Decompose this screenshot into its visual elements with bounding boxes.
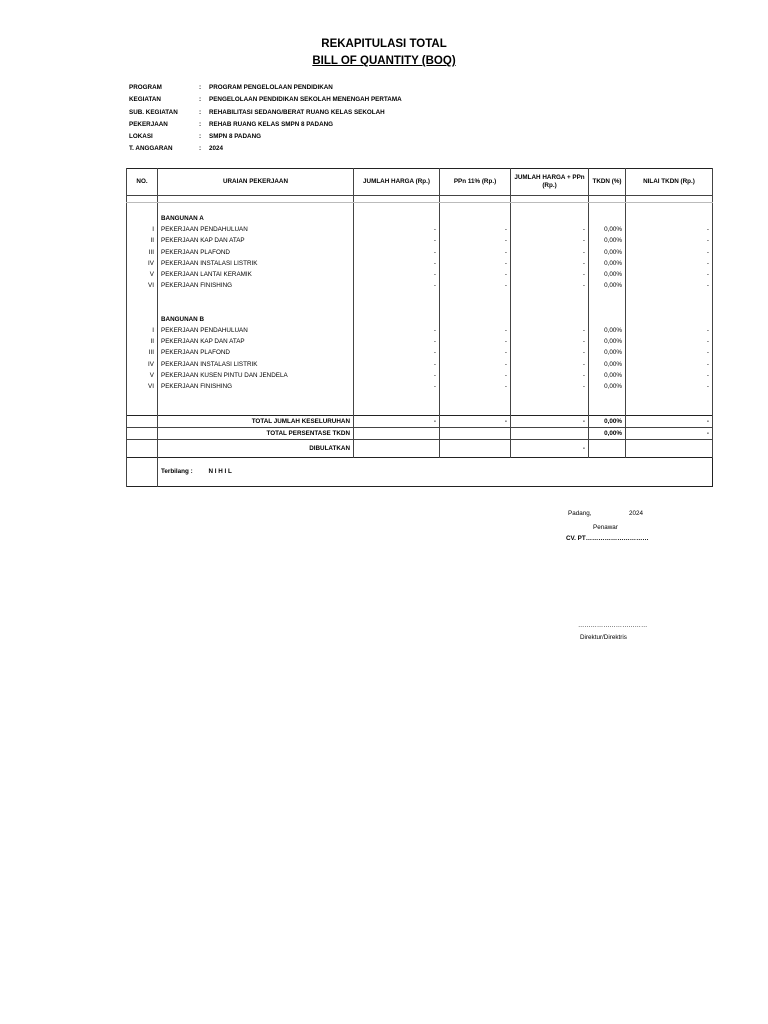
spacer-row: [127, 392, 713, 403]
row-desc: PEKERJAAN FINISHING: [158, 381, 354, 392]
row-nilai: -: [626, 359, 713, 370]
row-ppn: -: [440, 370, 511, 381]
dibulatkan-row: [127, 440, 713, 458]
header-nilai: NILAI TKDN (Rp.): [626, 169, 713, 196]
total-jumlah: -: [354, 415, 440, 427]
spacer-row: [127, 403, 713, 415]
info-label: SUB. KEGIATAN: [129, 108, 178, 116]
row-ppn: -: [440, 224, 511, 235]
row-no: III: [127, 347, 158, 358]
row-ppn: -: [440, 336, 511, 347]
total-ppn: -: [440, 415, 511, 427]
table-row: [127, 235, 713, 246]
row-nilai: -: [626, 247, 713, 258]
row-jumlah: -: [354, 347, 440, 358]
table-row: [127, 325, 713, 336]
table-row: [127, 381, 713, 392]
row-no: I: [127, 325, 158, 336]
row-tkdn: 0,00%: [589, 258, 626, 269]
info-value: PROGRAM PENGELOLAAN PENDIDIKAN: [209, 84, 333, 91]
header-no: NO.: [127, 169, 158, 196]
row-total: -: [511, 224, 589, 235]
signature-year: 2024: [629, 510, 644, 517]
row-total: -: [511, 258, 589, 269]
row-total: -: [511, 359, 589, 370]
row-nilai: -: [626, 325, 713, 336]
info-label: T. ANGGARAN: [129, 145, 173, 153]
info-row-pekerjaan: [129, 121, 402, 133]
info-row-program: [129, 84, 402, 96]
row-nilai: -: [626, 269, 713, 280]
row-no: VI: [127, 381, 158, 392]
signature-line: ……………………………: [578, 622, 648, 629]
spacer-row: [127, 303, 713, 314]
group-title-row: [127, 213, 713, 224]
row-total: -: [511, 247, 589, 258]
terbilang-cell: [158, 458, 713, 487]
info-label: PROGRAM: [129, 84, 162, 91]
row-tkdn: 0,00%: [589, 381, 626, 392]
row-tkdn: 0,00%: [589, 269, 626, 280]
signature-place: Padang,: [568, 510, 592, 517]
row-tkdn: 0,00%: [589, 370, 626, 381]
table-row: [127, 269, 713, 280]
row-ppn: -: [440, 347, 511, 358]
header-total: JUMLAH HARGA + PPn (Rp.): [511, 169, 589, 196]
header-uraian: URAIAN PEKERJAAN: [158, 169, 354, 196]
persen-label: TOTAL PERSENTASE TKDN: [158, 427, 354, 439]
info-row-kegiatan: [129, 96, 402, 108]
info-colon: :: [199, 108, 202, 116]
info-row-sub-kegiatan: [129, 109, 402, 121]
header-jumlah: JUMLAH HARGA (Rp.): [354, 169, 440, 196]
row-desc: PEKERJAAN PENDAHULUAN: [158, 224, 354, 235]
row-jumlah: -: [354, 247, 440, 258]
row-total: -: [511, 336, 589, 347]
row-no: VI: [127, 280, 158, 291]
info-colon: :: [199, 133, 202, 141]
info-label: PEKERJAAN: [129, 120, 168, 128]
total-label: TOTAL JUMLAH KESELURUHAN: [158, 415, 354, 427]
header-ppn: PPn 11% (Rp.): [440, 169, 511, 196]
total-nilai: -: [626, 415, 713, 427]
row-jumlah: -: [354, 258, 440, 269]
row-tkdn: 0,00%: [589, 325, 626, 336]
row-ppn: -: [440, 247, 511, 258]
row-tkdn: 0,00%: [589, 359, 626, 370]
row-desc: PEKERJAAN KUSEN PINTU DAN JENDELA: [158, 370, 354, 381]
row-total: -: [511, 381, 589, 392]
info-value: SMPN 8 PADANG: [209, 133, 262, 141]
terbilang-value: N I H I L: [208, 468, 232, 475]
row-total: -: [511, 280, 589, 291]
row-jumlah: -: [354, 359, 440, 370]
persen-nilai: -: [626, 427, 713, 439]
project-info: [129, 84, 402, 158]
table-row: [127, 347, 713, 358]
row-nilai: -: [626, 336, 713, 347]
group-title-row: [127, 314, 713, 325]
persen-row: [127, 427, 713, 439]
row-desc: PEKERJAAN KAP DAN ATAP: [158, 336, 354, 347]
group-title: BANGUNAN B: [158, 314, 354, 325]
row-jumlah: -: [354, 235, 440, 246]
row-nilai: -: [626, 258, 713, 269]
row-no: IV: [127, 359, 158, 370]
info-colon: :: [199, 84, 202, 91]
row-jumlah: -: [354, 370, 440, 381]
header-tkdn: TKDN (%): [589, 169, 626, 196]
info-colon: :: [199, 96, 202, 104]
row-jumlah: -: [354, 336, 440, 347]
info-value: REHABILITASI SEDANG/BERAT RUANG KELAS SEKOLAH: [209, 108, 385, 116]
document-title: REKAPITULASI TOTAL: [321, 38, 447, 50]
boq-table: [126, 168, 713, 487]
info-colon: :: [199, 120, 202, 128]
table-row: [127, 280, 713, 291]
spacer-row: [127, 203, 713, 214]
info-value: PENGELOLAAN PENDIDIKAN SEKOLAH MENENGAH PERTAMA: [209, 96, 402, 104]
row-nilai: -: [626, 224, 713, 235]
row-no: IV: [127, 258, 158, 269]
row-jumlah: -: [354, 381, 440, 392]
info-row-anggaran: [129, 145, 402, 157]
row-jumlah: -: [354, 269, 440, 280]
row-no: II: [127, 336, 158, 347]
row-desc: PEKERJAAN PLAFOND: [158, 247, 354, 258]
row-ppn: -: [440, 235, 511, 246]
row-no: I: [127, 224, 158, 235]
table-row: [127, 258, 713, 269]
row-nilai: -: [626, 347, 713, 358]
info-row-lokasi: [129, 133, 402, 145]
persen-tkdn: 0,00%: [589, 427, 626, 439]
dibulatkan-total: -: [511, 440, 589, 458]
table-row: [127, 370, 713, 381]
row-no: II: [127, 235, 158, 246]
terbilang-row: [127, 458, 713, 487]
signature-role: Penawar: [593, 524, 618, 531]
row-ppn: -: [440, 359, 511, 370]
terbilang-label: Terbilang :: [161, 468, 193, 475]
spacer-row: [127, 291, 713, 302]
info-colon: :: [199, 145, 202, 153]
document-subtitle: [0, 55, 768, 67]
row-desc: PEKERJAAN PENDAHULUAN: [158, 325, 354, 336]
table-row: [127, 247, 713, 258]
total-row: [127, 415, 713, 427]
row-tkdn: 0,00%: [589, 347, 626, 358]
row-ppn: -: [440, 381, 511, 392]
document-subtitle-text: BILL OF QUANTITY (BOQ): [312, 55, 456, 67]
row-nilai: -: [626, 370, 713, 381]
row-no: V: [127, 370, 158, 381]
row-no: III: [127, 247, 158, 258]
row-tkdn: 0,00%: [589, 247, 626, 258]
row-jumlah: -: [354, 325, 440, 336]
row-total: -: [511, 325, 589, 336]
table-row: [127, 359, 713, 370]
row-ppn: -: [440, 258, 511, 269]
row-desc: PEKERJAAN KAP DAN ATAP: [158, 235, 354, 246]
row-ppn: -: [440, 269, 511, 280]
row-desc: PEKERJAAN LANTAI KERAMIK: [158, 269, 354, 280]
table-row: [127, 224, 713, 235]
row-total: -: [511, 269, 589, 280]
total-tkdn: 0,00%: [589, 415, 626, 427]
info-value: 2024: [209, 145, 224, 153]
row-tkdn: 0,00%: [589, 224, 626, 235]
table-row: [127, 336, 713, 347]
row-total: -: [511, 347, 589, 358]
row-total: -: [511, 370, 589, 381]
info-value: REHAB RUANG KELAS SMPN 8 PADANG: [209, 120, 334, 128]
row-desc: PEKERJAAN PLAFOND: [158, 347, 354, 358]
row-nilai: -: [626, 235, 713, 246]
signature-title: Direktur/Direktris: [580, 634, 627, 641]
total-total: -: [511, 415, 589, 427]
group-title: BANGUNAN A: [158, 213, 354, 224]
table-header-row: [127, 169, 713, 196]
row-jumlah: -: [354, 280, 440, 291]
row-no: V: [127, 269, 158, 280]
row-ppn: -: [440, 280, 511, 291]
dibulatkan-label: DIBULATKAN: [158, 440, 354, 458]
row-desc: PEKERJAAN FINISHING: [158, 280, 354, 291]
row-total: -: [511, 235, 589, 246]
row-nilai: -: [626, 280, 713, 291]
row-desc: PEKERJAAN INSTALASI LISTRIK: [158, 258, 354, 269]
row-desc: PEKERJAAN INSTALASI LISTRIK: [158, 359, 354, 370]
row-tkdn: 0,00%: [589, 336, 626, 347]
info-label: KEGIATAN: [129, 96, 161, 104]
row-jumlah: -: [354, 224, 440, 235]
row-ppn: -: [440, 325, 511, 336]
info-label: LOKASI: [129, 133, 153, 141]
row-tkdn: 0,00%: [589, 280, 626, 291]
row-nilai: -: [626, 381, 713, 392]
row-tkdn: 0,00%: [589, 235, 626, 246]
spacer-row: [127, 196, 713, 203]
signature-company: CV. PT…………………………: [566, 535, 649, 542]
